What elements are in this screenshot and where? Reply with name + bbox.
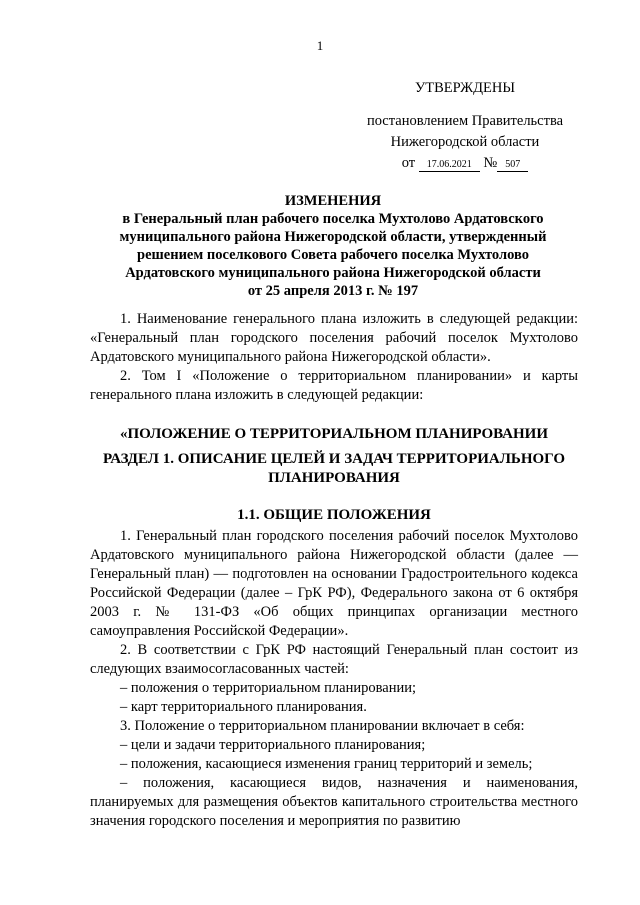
heading-line3: муниципального района Нижегородской области, утвержденный: [119, 229, 547, 245]
heading-line4: решением поселкового Совета рабочего поселка Мухтолово: [137, 247, 529, 263]
approval-block: [330, 78, 600, 174]
heading-line1: ИЗМЕНЕНИЯ: [284, 193, 382, 209]
part-title-line1: РАЗДЕЛ 1. ОПИСАНИЕ ЦЕЛЕЙ И ЗАДАЧ ТЕРРИТОРИАЛЬНОГО: [102, 451, 566, 467]
approval-line2: Нижегородской области: [390, 134, 540, 150]
approval-number: 507: [497, 159, 528, 172]
approval-title: УТВЕРЖДЕНЫ: [414, 80, 516, 96]
paragraph-1: 1. Наименование генерального плана изложить в следующей редакции: «Генеральный план городского поселения рабочий поселок Мухтолово Ардатовского муниципального района Нижегородской области».: [90, 311, 578, 365]
part-title-line2: ПЛАНИРОВАНИЯ: [268, 470, 400, 486]
approval-number-sign: №: [483, 155, 498, 171]
list-item: – цели и задачи территориального планирования;: [120, 737, 426, 753]
paragraph-2: 2. Том I «Положение о территориальном планировании» и карты генерального плана изложить в следующей редакции:: [90, 368, 578, 403]
heading-line2: в Генеральный план рабочего поселка Мухтолово Ардатовского: [122, 211, 544, 227]
approval-date-line: [330, 153, 600, 174]
document-heading: [88, 192, 578, 300]
list-item: – положения, касающиеся изменения границ территорий и земель;: [120, 756, 533, 772]
heading-line6: от 25 апреля 2013 г. № 197: [247, 283, 419, 299]
approval-line1: постановлением Правительства: [366, 113, 564, 129]
subsection-title: 1.1. ОБЩИЕ ПОЛОЖЕНИЯ: [237, 507, 431, 523]
list-item: – положения о территориальном планировании;: [120, 680, 417, 696]
body-paragraph-3: 3. Положение о территориальном планировании включает в себя:: [120, 718, 525, 734]
list-item: – положения, касающиеся видов, назначения и наименования, планируемых для размещения объектов капитального строительства местного значения городского поселения и мероприятия по развитию: [90, 775, 578, 829]
body-paragraph-2: 2. В соответствии с ГрК РФ настоящий Генеральный план состоит из следующих взаимосогласованных частей:: [90, 642, 578, 677]
heading-line5: Ардатовского муниципального района Нижегородской области: [125, 265, 541, 281]
approval-from: от: [401, 155, 416, 171]
approval-date: 17.06.2021: [419, 159, 480, 172]
body-paragraph-1: 1. Генеральный план городского поселения рабочий поселок Мухтолово Ардатовского муниципального района Нижегородской области (далее — Генеральный план) — подготовлен на основании Градостроительного кодекса Российской Федерации (далее – ГрК РФ), Федерального закона от 6 октября 2003 г. № 131-ФЗ «Об общих принципах организации местного самоуправления Российской Федерации».: [90, 528, 578, 639]
document-body: [90, 310, 578, 831]
list-item: – карт территориального планирования.: [120, 699, 367, 715]
section-title: «ПОЛОЖЕНИЕ О ТЕРРИТОРИАЛЬНОМ ПЛАНИРОВАНИИ: [119, 426, 549, 442]
page-number: 1: [316, 38, 324, 53]
